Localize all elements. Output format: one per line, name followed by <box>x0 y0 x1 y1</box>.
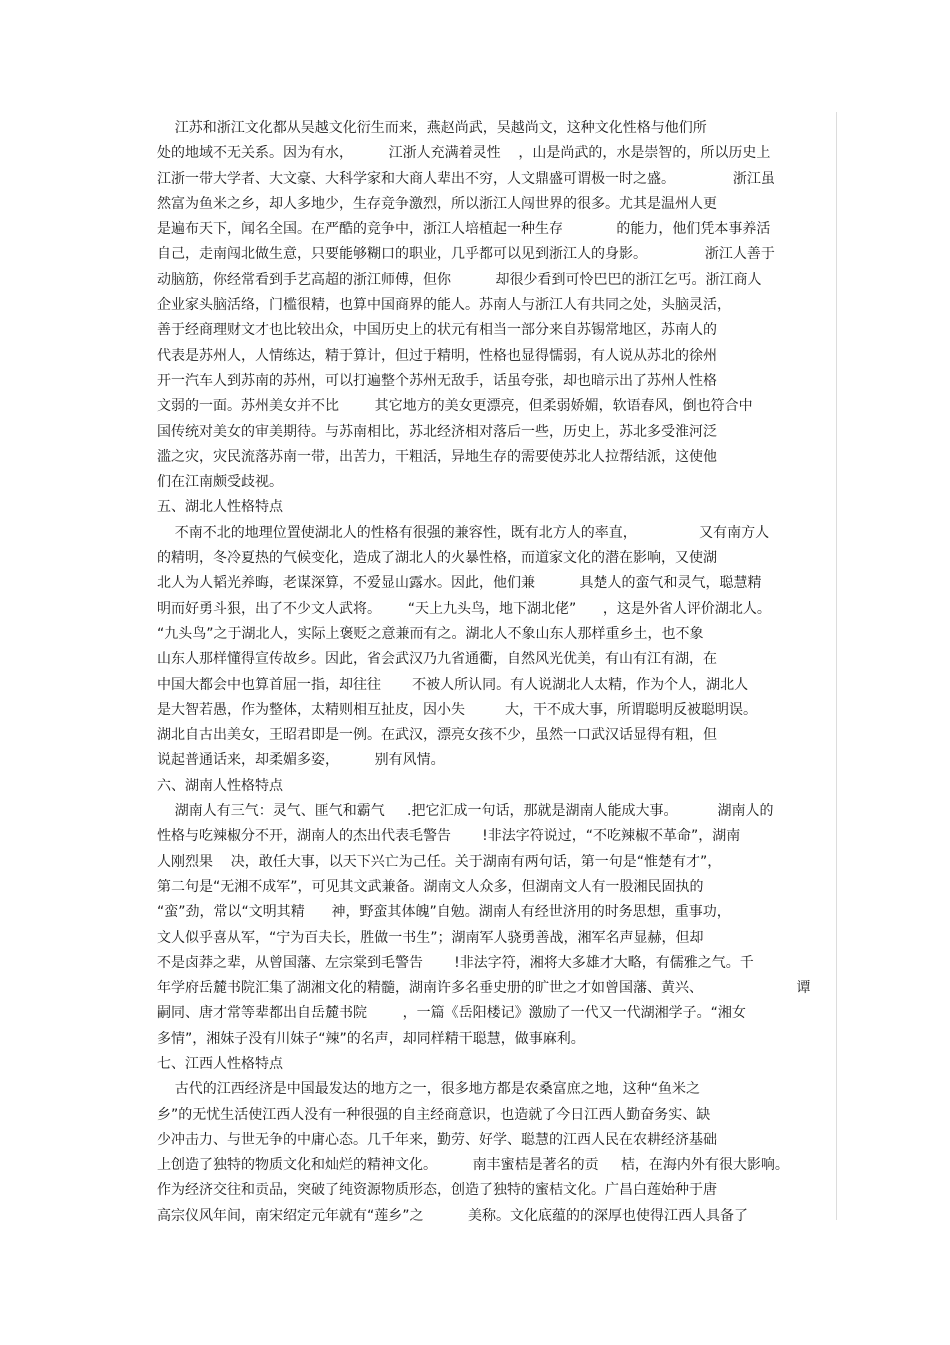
text-line: 的精明，冬冷夏热的气候变化，造成了湖北人的火暴性格，而道家文化的潜在影响，又使湖 <box>157 550 717 567</box>
text-line: 是遍布天下，闻名全国。在严酷的竞争中，浙江人培植起一种生存 的能力，他们凭本事养活 <box>157 221 771 238</box>
text-line: 少冲击力、与世无争的中庸心态。几千年来，勤劳、好学、聪慧的江西人民在农耕经济基础 <box>157 1131 717 1148</box>
document-body <box>157 116 837 1229</box>
section-heading: 七、江西人性格特点 <box>157 1055 283 1072</box>
text-line: 乡”的无忧生活使江西人没有一种很强的自主经商意识，也造就了今日江西人勤奋务实、缺 <box>157 1106 711 1123</box>
text-line: 动脑筋，你经常看到手艺高超的浙江师傅，但你 却很少看到可怜巴巴的浙江乞丐。浙江商人 <box>157 271 762 288</box>
section-heading: 五、湖北人性格特点 <box>157 499 283 516</box>
text-line: 开一汽车人到苏南的苏州，可以打遍整个苏州无敌手，话虽夸张，却也暗示出了苏州人性格 <box>157 372 717 389</box>
text-line: 作为经济交往和贡品，突破了纯资源物质形态，创造了独特的蜜桔文化。广昌白莲始种于唐 <box>157 1182 717 1199</box>
text-line: 企业家头脑活络，门槛很精，也算中国商界的能人。苏南人与浙江人有共同之处，头脑灵活， <box>157 297 731 314</box>
text-line: 不南不北的地理位置使湖北人的性格有很强的兼容性，既有北方人的率直， 又有南方人 <box>157 524 770 541</box>
text-line: 善于经商理财文才也比较出众，中国历史上的状元有相当一部分来自苏锡常地区，苏南人的 <box>157 322 717 339</box>
text-line: 山东人那样懂得宣传故乡。因此，省会武汉乃九省通衢，自然风光优美，有山有江有湖，在 <box>157 651 717 668</box>
text-line: 人刚烈果 决，敢任大事，以天下兴亡为己任。关于湖南有两句话，第一句是“惟楚有才”， <box>157 853 722 870</box>
text-line: 湖南人有三气：灵气、匪气和霸气 .把它汇成一句话，那就是湖南人能成大事。 湖南人的 <box>157 803 774 820</box>
text-line: 江苏和浙江文化都从吴越文化衍生而来，燕赵尚武，吴越尚文，这种文化性格与他们所 <box>157 120 707 136</box>
text-line: “九头鸟”之于湖北人，实际上褒贬之意兼而有之。湖北人不象山东人那样重乡土，也不象 <box>157 625 704 642</box>
text-line: 处的地域不无关系。因为有水， 江浙人充满着灵性 ，山是尚武的，水是崇智的，所以历史上 <box>157 145 771 162</box>
text-line: 自己，走南闯北做生意，只要能够糊口的职业，几乎都可以见到浙江人的身影。 浙江人善于 <box>157 246 775 263</box>
section-heading: 六、湖南人性格特点 <box>157 777 283 794</box>
text-line: 北人为人韬光养晦，老谋深算，不爱显山露水。因此，他们兼 具楚人的蛮气和灵气，聪慧精 <box>157 575 762 592</box>
text-line: 明而好勇斗狠，出了不少文人武将。 “天上九头鸟，地下湖北佬” ，这是外省人评价湖北人。 <box>157 600 771 617</box>
text-line: 国传统对美女的审美期待。与苏南相比，苏北经济相对落后一些，历史上，苏北多受淮河泛 <box>157 423 717 440</box>
text-line: 说起普通话来，却柔媚多姿， 别有风情。 <box>157 752 445 769</box>
text-line: 文人似乎喜从军，“宁为百夫长，胜做一书生”；湖南军人骁勇善战，湘军名声显赫，但却 <box>157 929 704 946</box>
text-line: 年学府岳麓书院汇集了湖湘文化的精髓，湖南许多名垂史册的旷世之才如曾国藩、黄兴、 谭 <box>157 980 811 997</box>
text-line: 江浙一带大学者、大文豪、大科学家和大商人辈出不穷，人文鼎盛可谓极一时之盛。 浙江虽 <box>157 170 775 187</box>
text-line: 然富为鱼米之乡，却人多地少，生存竞争激烈，所以浙江人闯世界的很多。尤其是温州人更 <box>157 195 717 212</box>
text-line: 代表是苏州人，人情练达，精于算计，但过于精明，性格也显得懦弱，有人说从苏北的徐州 <box>157 347 717 364</box>
text-line: 古代的江西经济是中国最发达的地方之一，很多地方都是农桑富庶之地，这种“鱼米之 <box>157 1081 701 1098</box>
text-line: 滥之灾，灾民流落苏南一带，出苦力，干粗活，异地生存的需要使苏北人拉帮结派，这使他 <box>157 448 717 465</box>
text-line: 多情”，湘妹子没有川妹子“辣”的名声，却同样精干聪慧，做事麻利。 <box>157 1030 585 1047</box>
text-line: 嗣同、唐才常等辈都出自岳麓书院 ，一篇《岳阳楼记》激励了一代又一代湖湘学子。“湘女 <box>157 1005 746 1022</box>
text-line: 是大智若愚，作为整体，太精则相互扯皮，因小失 大，干不成大事，所谓聪明反被聪明误。 <box>157 701 758 718</box>
text-line: 性格与吃辣椒分不开，湖南人的杰出代表毛警告 !非法字符说过，“不吃辣椒不革命”，湖南 <box>157 828 741 845</box>
text-line: 们在江南颇受歧视。 <box>157 474 283 491</box>
text-line: 上创造了独特的物质文化和灿烂的精神文化。 南丰蜜桔是著名的贡 桔，在海内外有很大影响。 <box>157 1157 789 1174</box>
text-line: 中国大都会中也算首屈一指，却往往 不被人所认同。有人说湖北人太精，作为个人，湖北人 <box>157 676 749 693</box>
text-line: 第二句是“无湘不成军”，可见其文武兼备。湖南文人众多，但湖南文人有一股湘民固执的 <box>157 878 704 895</box>
text-line: 不是卤莽之辈，从曾国藩、左宗棠到毛警告 !非法字符，湘将大多雄才大略，有儒雅之气。千 <box>157 954 754 971</box>
text-line: 文弱的一面。苏州美女并不比 其它地方的美女更漂亮，但柔弱娇媚，软语春风，倒也符合中 <box>157 398 753 415</box>
text-line: 高宗仪风年间，南宋绍定元年就有“莲乡”之 美称。文化底蕴的的深厚也使得江西人具备了 <box>157 1207 749 1224</box>
text-line: “蛮”劲，常以“文明其精 神，野蛮其体魄”自勉。湖南人有经世济用的时务思想，重事功， <box>157 904 731 921</box>
text-line: 湖北自古出美女，王昭君即是一例。在武汉，漂亮女孩不少，虽然一口武汉话显得有粗，但 <box>157 727 717 744</box>
